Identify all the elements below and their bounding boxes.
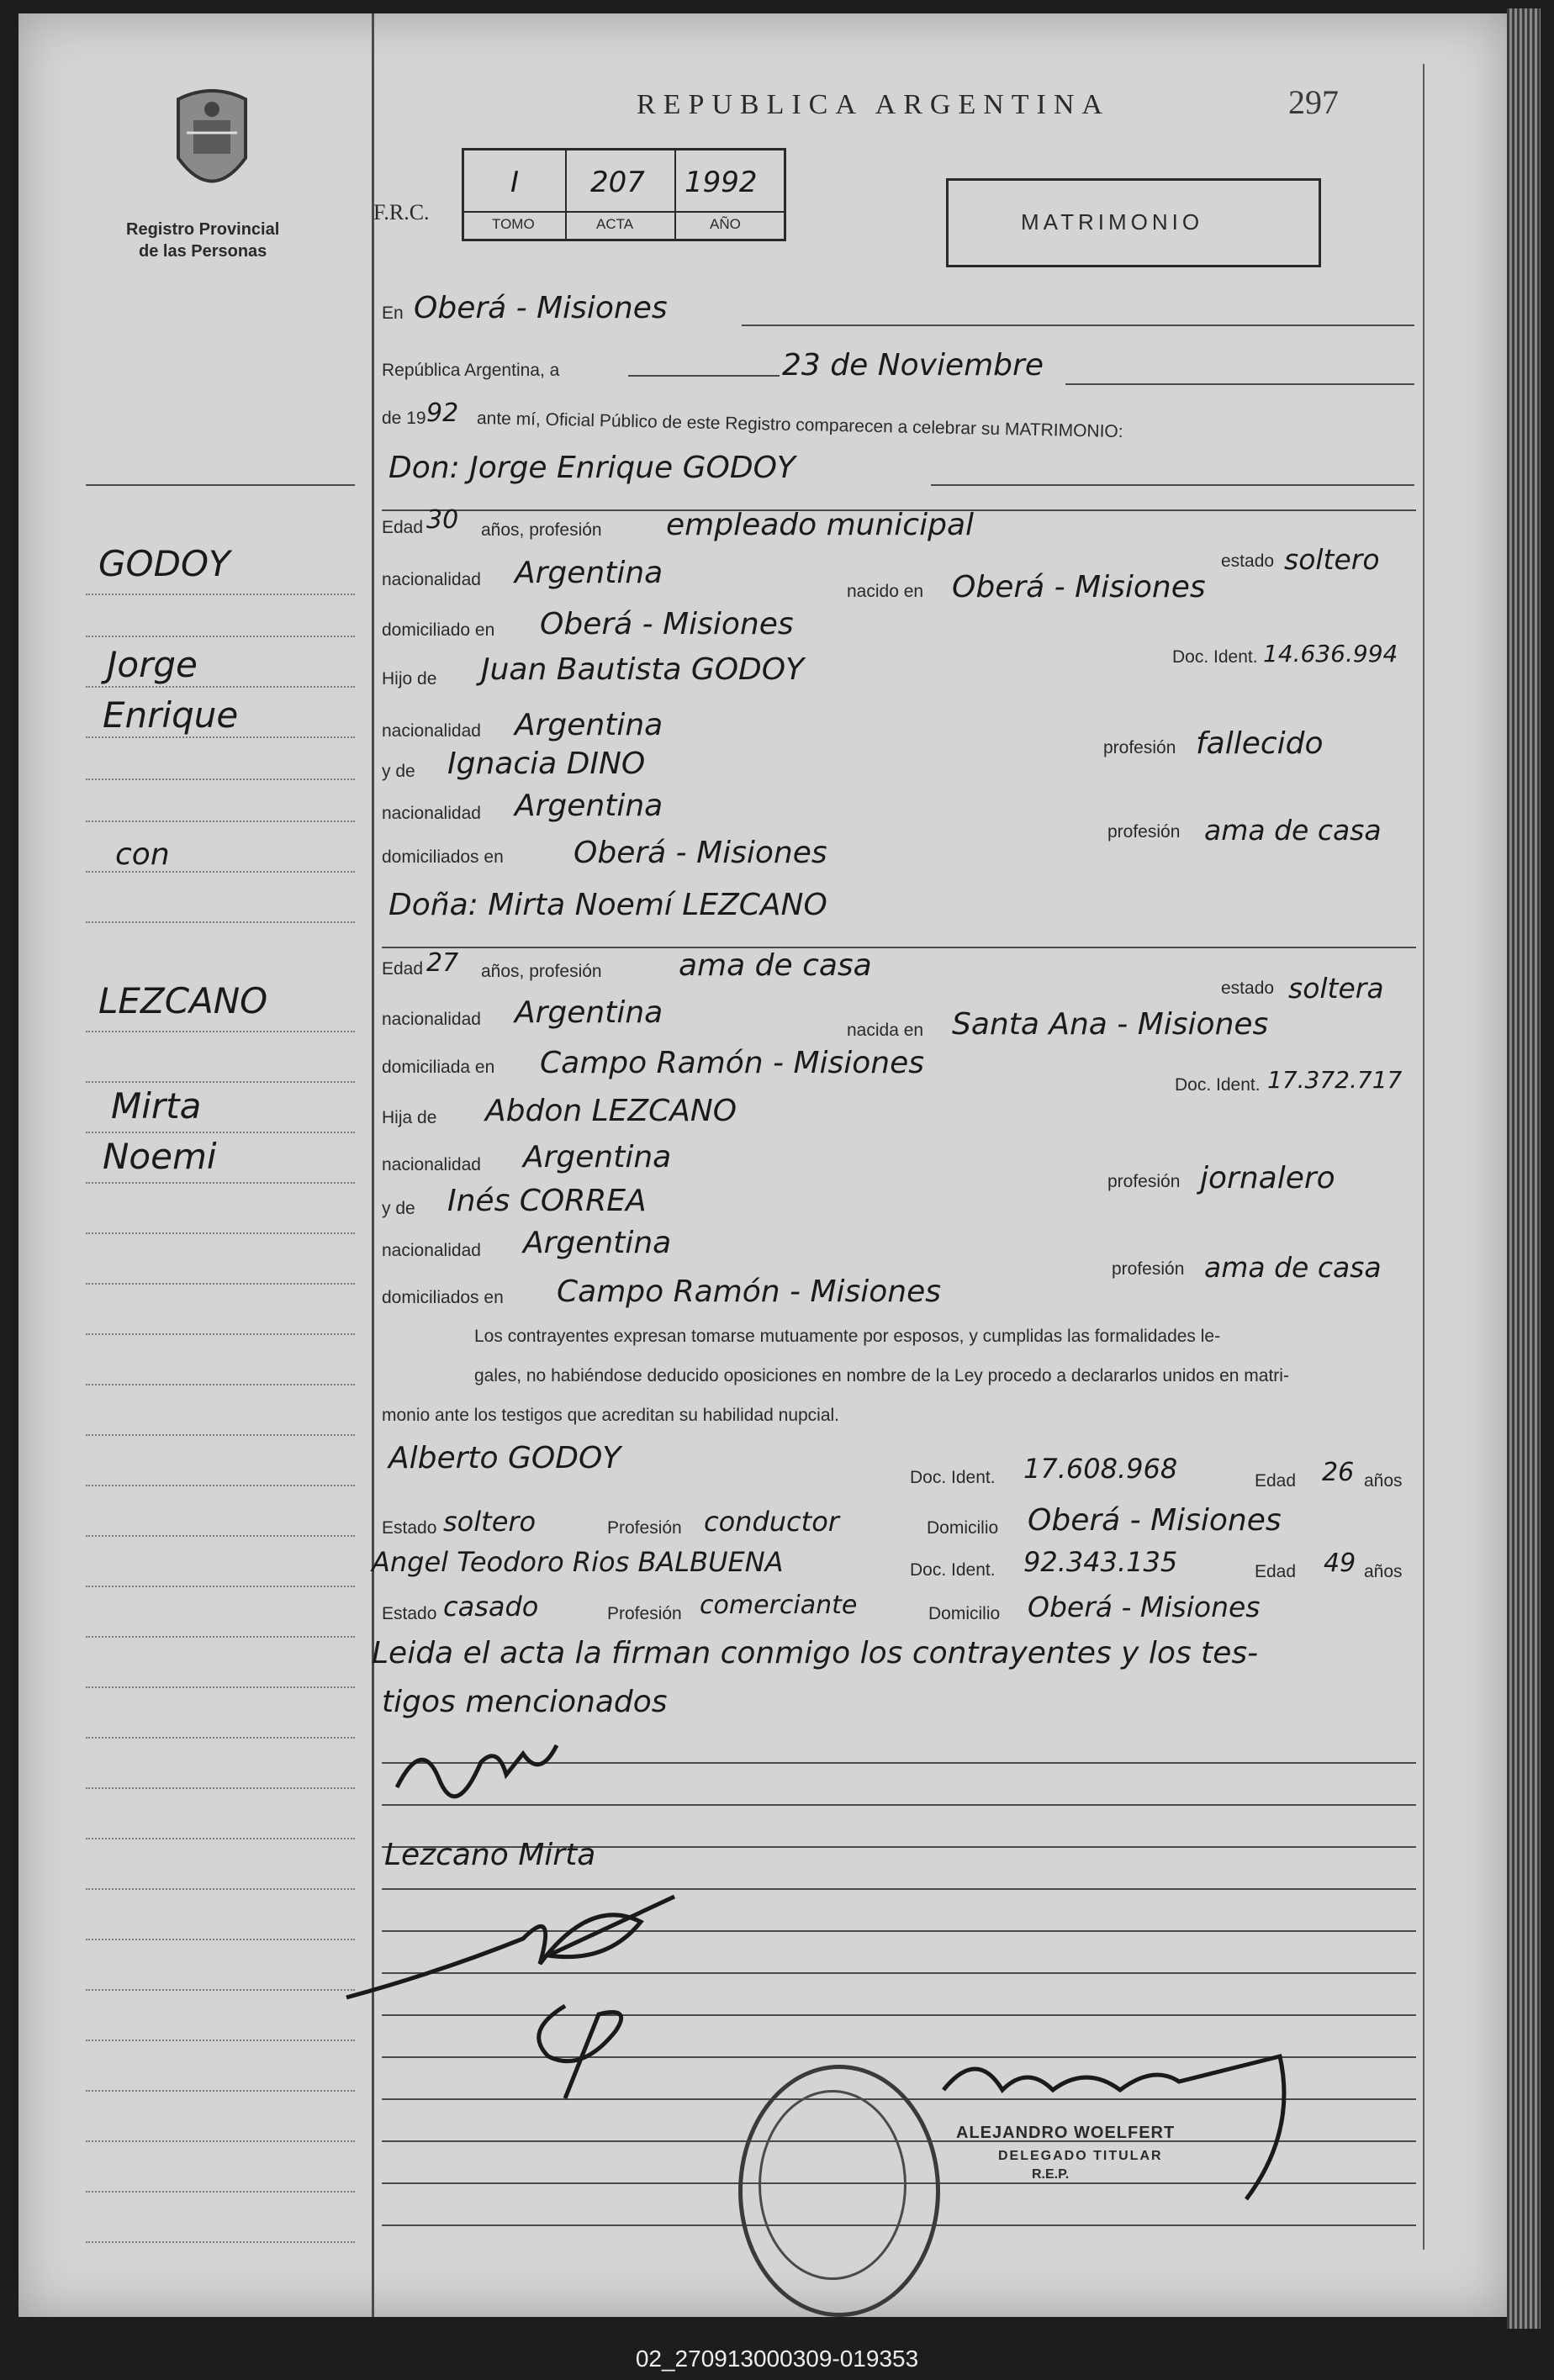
bride-father-prof-label: profesión	[1107, 1172, 1181, 1191]
ano-label: AÑO	[710, 216, 741, 232]
groom-name: Don: Jorge Enrique GODOY	[388, 451, 796, 485]
groom-father: Juan Bautista GODOY	[481, 652, 805, 687]
register-page	[18, 13, 1507, 2317]
bride-father-profession: jornalero	[1200, 1161, 1335, 1195]
declaration-text	[382, 1317, 1416, 1435]
bride-mother-nat-label: nacionalidad	[382, 1241, 481, 1260]
groom-parents-domicile: Oberá - Misiones	[574, 836, 827, 870]
bride-hija-label: Hija de	[382, 1108, 437, 1127]
groom-father-prof-label: profesión	[1103, 738, 1176, 757]
declaration-line-1: Los contrayentes expresan tomarse mutuamente por esposos, y cumplidas las formalidades le-	[474, 1327, 1221, 1346]
bride-dom-label: domiciliada en	[382, 1058, 495, 1077]
witness2-anos-label: años	[1364, 1562, 1403, 1581]
witness1-name: Alberto GODOY	[388, 1441, 621, 1475]
acta-label: ACTA	[596, 216, 634, 232]
witness1-estado: soltero	[443, 1506, 536, 1538]
frc-label: F.R.C.	[373, 200, 430, 224]
bride-father-nat-label: nacionalidad	[382, 1155, 481, 1174]
groom-age: 30	[426, 505, 459, 535]
witness2-estado-label: Estado	[382, 1604, 437, 1623]
registry-name-1: Registro Provincial	[126, 220, 280, 239]
groom-domicile: Oberá - Misiones	[540, 607, 794, 641]
groom-dom-label: domiciliado en	[382, 620, 495, 640]
registry-seal-inner	[758, 2090, 906, 2280]
tomo-label: TOMO	[492, 216, 535, 232]
bride-doc-label: Doc. Ident.	[1175, 1075, 1261, 1095]
bride-domicile: Campo Ramón - Misiones	[540, 1046, 925, 1080]
official-office: R.E.P.	[1032, 2167, 1070, 2182]
bride-father: Abdon LEZCANO	[485, 1094, 737, 1128]
groom-signature-icon	[388, 1728, 574, 1804]
groom-doc-label: Doc. Ident.	[1172, 647, 1258, 667]
bride-father-nationality: Argentina	[523, 1140, 672, 1174]
official-name: ALEJANDRO WOELFERT	[956, 2124, 1176, 2142]
margin-wife-surname: LEZCANO	[98, 980, 268, 1021]
declaration-line-2: gales, no habiéndose deducido oposiciones en nombre de la Ley procedo a declararlos unidos en matri-	[474, 1366, 1289, 1385]
bride-nat-label: nacionalidad	[382, 1010, 481, 1029]
doc-type: MATRIMONIO	[1021, 209, 1204, 235]
witness2-profession: comerciante	[700, 1591, 858, 1620]
groom-parents-dom-label: domiciliados en	[382, 847, 504, 867]
declaration-line-3: monio ante los testigos que acreditan su habilidad nupcial.	[382, 1406, 840, 1425]
bride-y-de-label: y de	[382, 1199, 415, 1218]
witness2-prof-label: Profesión	[607, 1604, 682, 1623]
groom-doc: 14.636.994	[1263, 640, 1398, 668]
groom-mother-profession: ama de casa	[1204, 814, 1382, 847]
book-edge	[1507, 8, 1541, 2329]
groom-nationality: Argentina	[515, 556, 663, 590]
country-title: REPUBLICA ARGENTINA	[637, 89, 1110, 120]
margin-con: con	[115, 837, 170, 872]
bride-mother-prof-label: profesión	[1112, 1259, 1185, 1279]
bride-profession: ama de casa	[679, 948, 872, 983]
day-month: 23 de Noviembre	[782, 348, 1044, 383]
bride-age: 27	[426, 948, 459, 978]
groom-estado: soltero	[1284, 543, 1380, 576]
closing-line-1: Leida el acta la firman conmigo los contrayentes y los tes-	[372, 1636, 1259, 1670]
witness1-profession: conductor	[704, 1506, 839, 1538]
coat-of-arms-icon	[161, 82, 262, 208]
witness2-age: 49	[1324, 1549, 1356, 1578]
witness1-anos-label: años	[1364, 1471, 1403, 1491]
margin-wife-name-2: Noemi	[103, 1136, 217, 1177]
witness2-edad-label: Edad	[1255, 1562, 1297, 1581]
bride-doc: 17.372.717	[1267, 1066, 1403, 1094]
groom-profession: empleado municipal	[666, 508, 975, 542]
bride-name: Doña: Mirta Noemí LEZCANO	[388, 888, 827, 922]
intro-text: ante mí, Oficial Público de este Registro comparecen a celebrar su MATRIMONIO:	[476, 409, 1123, 442]
closing-line-2: tigos mencionados	[382, 1685, 668, 1719]
groom-father-nationality: Argentina	[515, 708, 663, 742]
de-19-label: de 19	[382, 409, 426, 428]
witness1-edad-label: Edad	[1255, 1471, 1297, 1491]
witness1-doc: 17.608.968	[1023, 1453, 1178, 1485]
bride-born: Santa Ana - Misiones	[952, 1007, 1269, 1042]
bride-edad-label: Edad	[382, 959, 424, 979]
witness1-age: 26	[1322, 1458, 1355, 1487]
groom-father-profession: fallecido	[1196, 726, 1324, 761]
witness1-prof-label: Profesión	[607, 1518, 682, 1538]
bride-nationality: Argentina	[515, 995, 663, 1030]
groom-born: Oberá - Misiones	[952, 570, 1206, 604]
republica-label: República Argentina, a	[382, 361, 560, 380]
bride-mother-profession: ama de casa	[1204, 1251, 1382, 1284]
folio-number: 297	[1288, 83, 1339, 121]
bride-estado: soltera	[1288, 972, 1384, 1005]
groom-father-nat-label: nacionalidad	[382, 721, 481, 741]
bride-parents-dom-label: domiciliados en	[382, 1288, 504, 1307]
witness2-estado: casado	[443, 1591, 539, 1623]
groom-mother-nationality: Argentina	[515, 789, 663, 823]
groom-edad-label: Edad	[382, 518, 424, 537]
tomo-value: I	[510, 166, 520, 199]
groom-estado-label: estado	[1221, 551, 1275, 571]
groom-mother: Ignacia DINO	[447, 747, 646, 781]
official-title: DELEGADO TITULAR	[998, 2149, 1163, 2163]
bride-mother: Inés CORREA	[447, 1184, 647, 1218]
bride-nacida-label: nacida en	[847, 1021, 924, 1040]
groom-anos-profesion: años, profesión	[481, 520, 602, 540]
witness2-signature-icon	[515, 1981, 683, 2107]
witness2-dom-label: Domicilio	[928, 1604, 1001, 1623]
groom-nacido-label: nacido en	[847, 582, 924, 601]
acta-value: 207	[590, 166, 645, 199]
witness1-domicile: Oberá - Misiones	[1028, 1503, 1282, 1538]
image-id-footer: 02_270913000309-019353	[635, 2346, 919, 2372]
margin-husband-name-1: Jorge	[107, 644, 198, 685]
record-box	[462, 148, 786, 241]
witness1-dom-label: Domicilio	[927, 1518, 999, 1538]
en-label: En	[382, 303, 404, 323]
groom-mother-prof-label: profesión	[1107, 822, 1181, 842]
groom-hijo-label: Hijo de	[382, 669, 437, 689]
witness1-doc-label: Doc. Ident.	[910, 1468, 996, 1487]
year: 92	[426, 398, 459, 428]
bride-signature: Lezcano Mirta	[384, 1838, 596, 1872]
ano-value: 1992	[684, 166, 758, 199]
groom-y-de-label: y de	[382, 762, 415, 781]
right-rule	[1423, 64, 1424, 2250]
bride-estado-label: estado	[1221, 979, 1275, 998]
groom-mother-nat-label: nacionalidad	[382, 804, 481, 823]
witness2-doc: 92.343.135	[1023, 1546, 1178, 1578]
doc-type-box	[946, 178, 1321, 267]
bride-anos-profesion: años, profesión	[481, 962, 602, 981]
witness2-name: Angel Teodoro Rios BALBUENA	[372, 1546, 784, 1578]
bride-mother-nationality: Argentina	[523, 1226, 672, 1260]
bride-parents-domicile: Campo Ramón - Misiones	[557, 1274, 942, 1309]
witness1-estado-label: Estado	[382, 1518, 437, 1538]
witness2-doc-label: Doc. Ident.	[910, 1560, 996, 1580]
place: Oberá - Misiones	[414, 291, 668, 325]
groom-nat-label: nacionalidad	[382, 570, 481, 589]
witness2-domicile: Oberá - Misiones	[1028, 1591, 1261, 1623]
registry-name-2: de las Personas	[139, 242, 267, 261]
margin-husband-surname: GODOY	[98, 543, 230, 584]
margin-husband-name-2: Enrique	[103, 694, 239, 736]
margin-wife-name-1: Mirta	[111, 1085, 202, 1127]
